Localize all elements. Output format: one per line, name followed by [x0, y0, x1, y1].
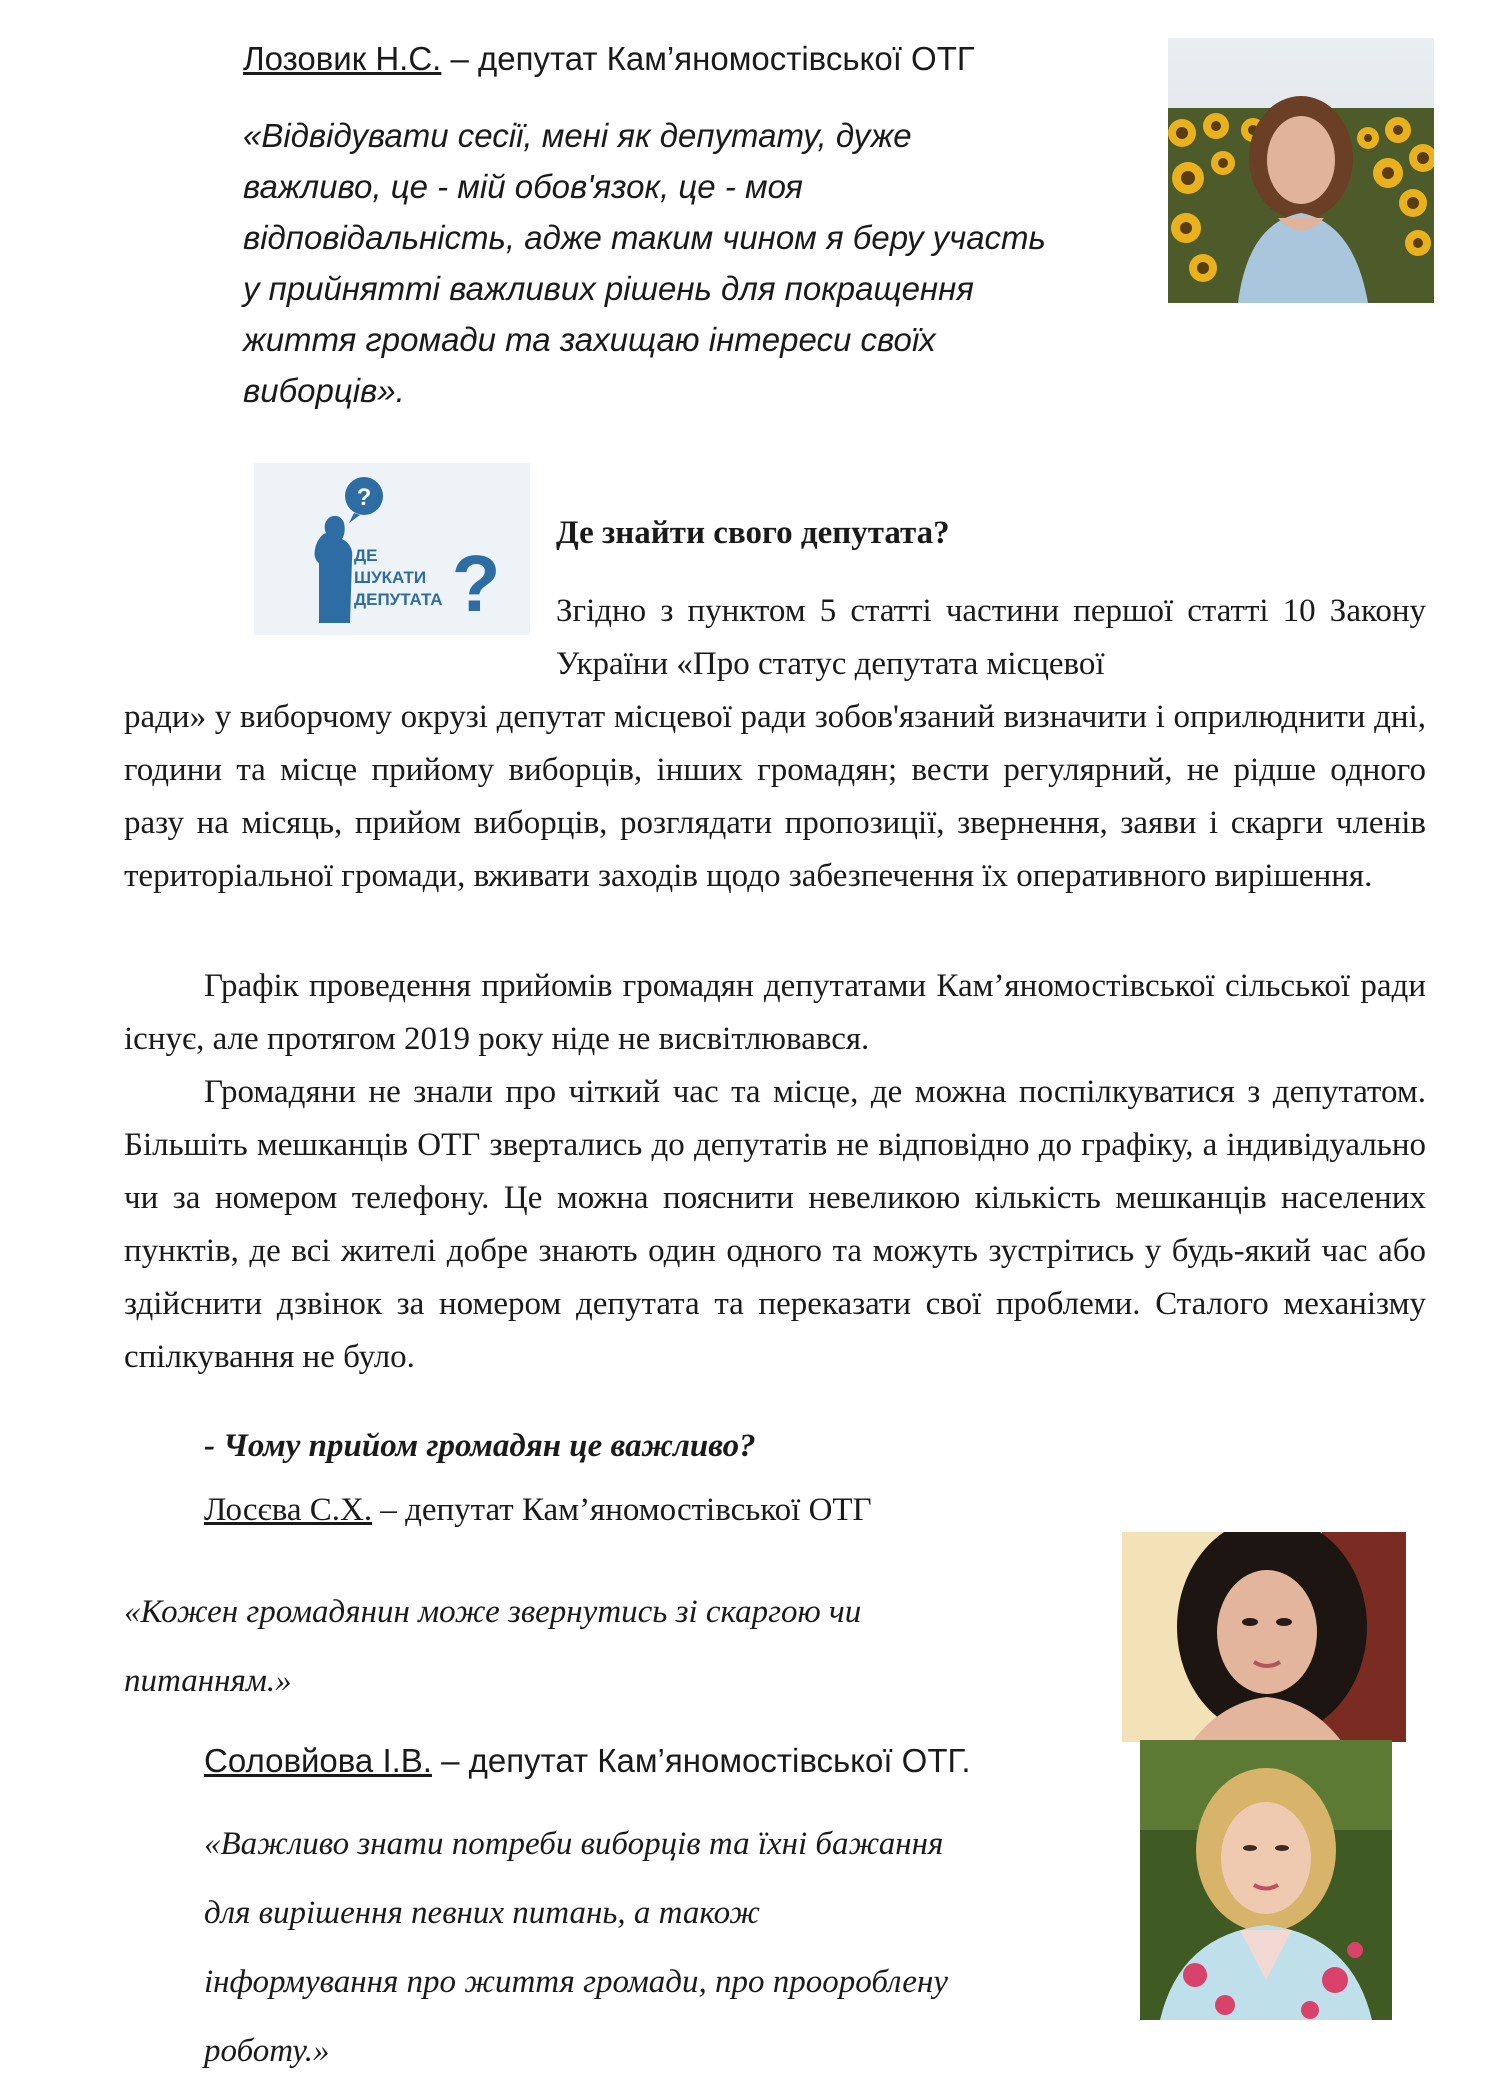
quote-line: «Відвідувати сесії, мені як депутату, дуже	[243, 117, 912, 154]
quote-line: інформування про життя громади, про проороблену	[204, 1964, 948, 2000]
quote-line: питанням.»	[124, 1663, 292, 1699]
deputy-quote-lozovyk	[243, 110, 1143, 416]
deputy-name-line-loseva	[204, 1492, 872, 1529]
deputy-quote-soloviova	[204, 1810, 1104, 2086]
deputy-name-line-lozovyk	[243, 40, 975, 78]
quote-line: «Важливо знати потреби виборців та їхні бажання	[204, 1826, 944, 1862]
deputy-name: Лосєва С.Х.	[204, 1492, 373, 1528]
quote-line: у прийнятті важливих рішень для покращення	[243, 270, 974, 307]
quote-line: виборців».	[243, 372, 405, 409]
quote-line: відповідальність, адже таким чином я беру участь	[243, 219, 1046, 256]
question-heading: - Чому прийом громадян це важливо?	[204, 1428, 756, 1464]
quote-line: «Кожен громадянин може звернутись зі скаргою чи	[124, 1594, 862, 1630]
deputy-photo-loseva	[1122, 1532, 1406, 1742]
quote-line: для вирішення певних питань, а також	[204, 1895, 760, 1931]
paragraph-3: Громадяни не знали про чіткий час та місце, де можна поспілкуватися з депутатом. Більшіть мешканців ОТГ звертались до депутатів не відповідно до графіку, а індивідуально чи за номером телефону. Це можна пояснити невеликою кількість мешканців населених пунктів, де всі жителі добре знають один одного та можуть зустрітись у будь-який час або здійснити дзвінок за номером депутата та переказати свої проблеми. Сталого механізму спілкування не було.	[124, 1074, 1426, 1375]
paragraph-1-start: Згідно з пунктом 5 статті частини першої статті 10 Закону України «Про статус депутата місцевої	[556, 593, 1426, 682]
logo-line3: ДЕПУТАТА	[354, 590, 443, 609]
find-deputy-logo	[254, 463, 530, 635]
quote-line: роботу.»	[204, 2033, 330, 2069]
logo-line2: ШУКАТИ	[354, 568, 427, 587]
quote-line: важливо, це - мій обов'язок, це - моя	[243, 168, 803, 205]
deputy-photo-lozovyk	[1168, 38, 1434, 303]
logo-big-question: ?	[451, 539, 501, 628]
paragraph-1-rest: ради» у виборчому окрузі депутат місцевої ради зобов'язаний визначити і оприлюднити дні, години та місце прийому виборців, інших громадян; вести регулярний, не рідше одного разу на місяць, прийом виборців, розглядати пропозиції, звернення, заяви і скарги членів територіальної громади, вживати заходів щодо забезпечення їх оперативного вирішення.	[124, 699, 1426, 894]
section-heading: Де знайти свого депутата?	[556, 515, 950, 551]
logo-small-question: ?	[356, 484, 372, 511]
deputy-name: Соловйова І.В.	[204, 1742, 432, 1779]
deputy-role: – депутат Кам’яномостівської ОТГ	[441, 40, 975, 77]
deputy-quote-loseva	[124, 1578, 1024, 1716]
deputy-role: – депутат Кам’яномостівської ОТГ.	[431, 1742, 971, 1779]
deputy-photo-soloviova	[1140, 1740, 1392, 2020]
deputy-role: – депутат Кам’яномостівської ОТГ	[372, 1492, 872, 1528]
paragraph-2: Графік проведення прийомів громадян депутатами Кам’яномостівської сільської ради існує, але протягом 2019 року ніде не висвітлювався.	[124, 968, 1426, 1057]
quote-line: життя громади та захищаю інтереси своїх	[243, 321, 936, 358]
deputy-name-line-soloviova	[204, 1742, 971, 1780]
deputy-name: Лозовик Н.С.	[243, 40, 442, 77]
logo-line1: ДЕ	[354, 546, 378, 565]
